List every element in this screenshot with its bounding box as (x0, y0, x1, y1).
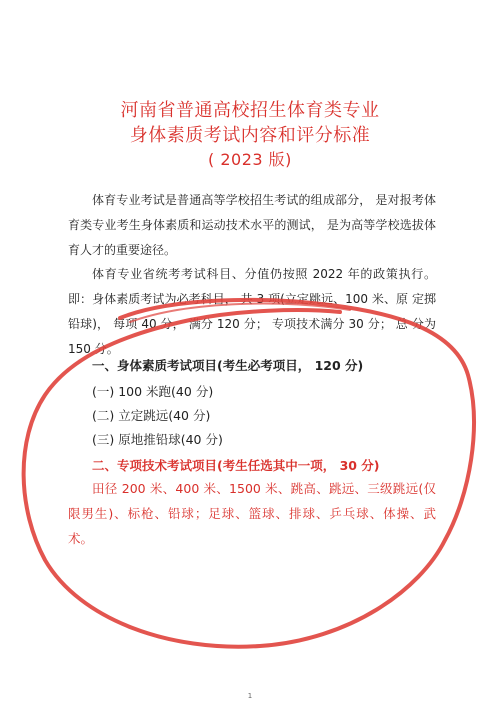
page-number: 1 (247, 692, 253, 700)
document-title-line2: 身体素质考试内容和评分标准 (129, 125, 371, 146)
intro-paragraph: 体育专业考试是普通高等学校招生考试的组成部分， 是对报考体育类专业考生身体素质和运动技术水平的测试， 是为高等学校选拔体育人才的重要途径。 (68, 193, 436, 257)
document-title-line1: 河南省普通高校招生体育类专业 (120, 100, 380, 121)
section1-item-100m: (一) 100 米跑(40 分) (92, 384, 214, 399)
section1-item-shot-put: (三) 原地推铅球(40 分) (92, 432, 223, 447)
document-title-version: ( 2023 版) (208, 150, 292, 169)
section2-heading: 二、专项技术考试项目(考生任选其中一项， 30 分) (92, 458, 380, 473)
section1-heading: 一、身体素质考试项目(考生必考项目， 120 分) (92, 358, 364, 373)
section2-text: 田径 200 米、400 米、1500 米、跳高、跳远、三级跳远(仅 限男生)、标枪、铅球；足球、篮球、排球、乒乓球、体操、武 术。 (68, 481, 436, 546)
section1-item-long-jump: (二) 立定跳远(40 分) (92, 408, 211, 423)
policy-paragraph: 体育专业省统考考试科目、分值仍按照 2022 年的政策执行。即：身体素质考试为必考科目， 共 3 项(立定跳远、100 米、原 定掷铅球)， 每项 40 分， 满分 120 分； 专项技术满分 30 分； 总 分为 150 分。 (68, 267, 436, 356)
